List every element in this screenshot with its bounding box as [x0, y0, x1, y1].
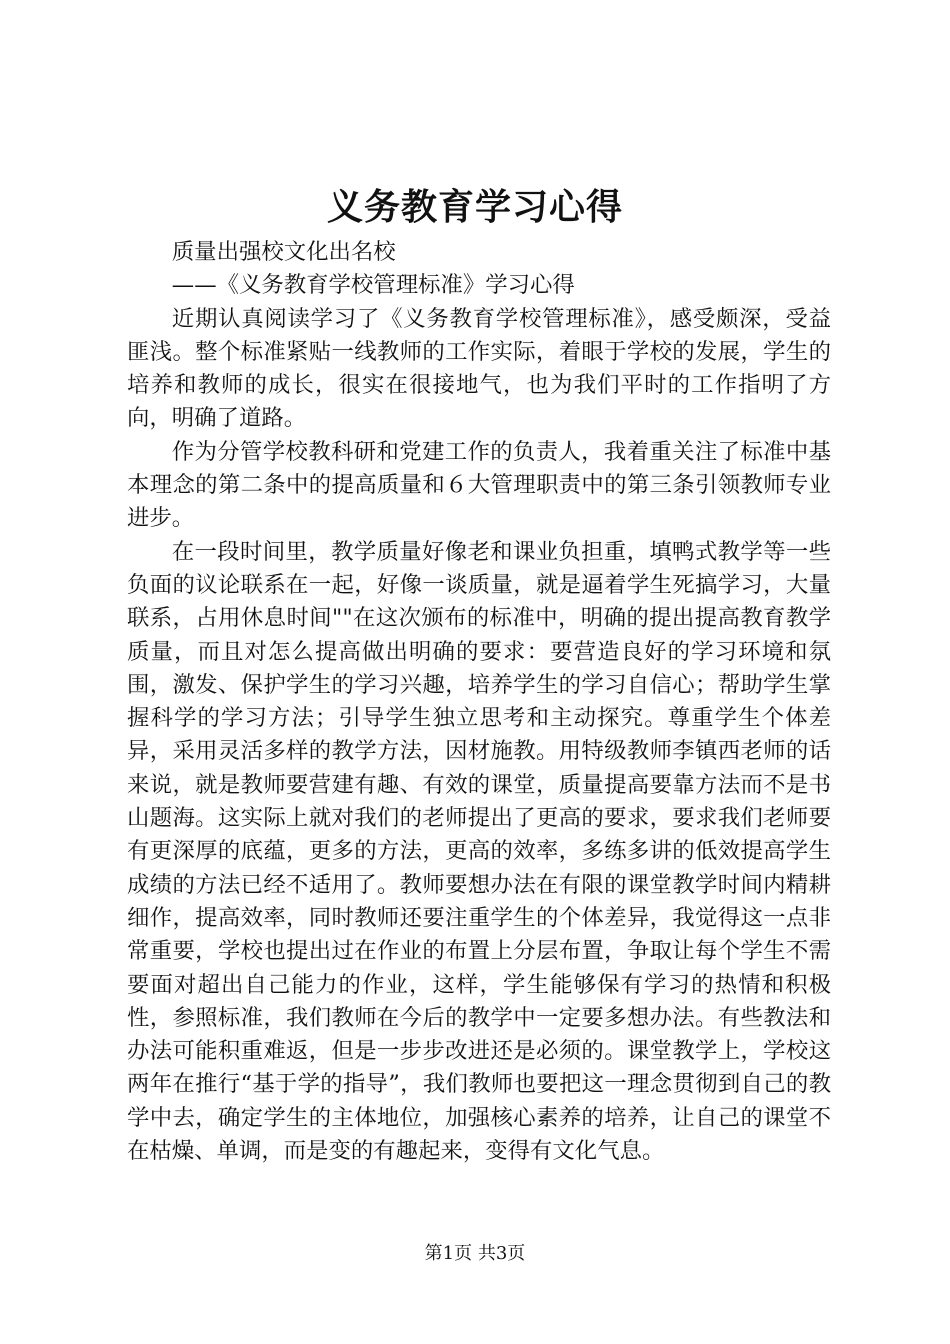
document-title: 义务教育学习心得 [326, 186, 623, 228]
body-paragraph: 近期认真阅读学习了《义务教育学校管理标准》，感受颇深，受益匪浅。整个标准紧贴一线教师的工作实际，着眼于学校的发展，学生的培养和教师的成长，很实在很接地气，也为我们平时的工作指明了方向，明确了道路。 [127, 305, 831, 432]
body-paragraph: 作为分管学校教科研和党建工作的负责人，我着重关注了标准中基本理念的第二条中的提高质量和６大管理职责中的第三条引领教师专业进步。 [127, 438, 831, 532]
document-body [127, 236, 831, 1168]
subtitle-line: 质量出强校文化出名校 [171, 239, 396, 265]
subtitle-line: ——《义务教育学校管理标准》学习心得 [171, 272, 575, 299]
page-footer: 第1页 共3页 [424, 1243, 526, 1264]
body-paragraph: 在一段时间里，教学质量好像老和课业负担重，填鸭式教学等一些负面的议论联系在一起，好像一谈质量，就是逼着学生死搞学习，大量联系，占用休息时间""在这次颁布的标准中，明确的提出提高教育教学质量，而且对怎么提高做出明确的要求：要营造良好的学习环境和氛围，激发、保护学生的学习兴趣，培养学生的学习自信心；帮助学生掌握科学的学习方法；引导学生独立思考和主动探究。尊重学生个体差异，采用灵活多样的教学方法，因材施教。用特级教师李镇西老师的话来说，就是教师要营建有趣、有效的课堂，质量提高要靠方法而不是书山题海。这实际上就对我们的老师提出了更高的要求，要求我们老师要有更深厚的底蕴，更多的方法，更高的效率，多练多讲的低效提高学生成绩的方法已经不适用了。教师要想办法在有限的课堂教学时间内精耕细作，提高效率，同时教师还要注重学生的个体差异，我觉得这一点非常重要，学校也提出过在作业的布置上分层布置，争取让每个学生不需要面对超出自己能力的作业，这样，学生能够保有学习的热情和积极性，参照标准，我们教师在今后的教学中一定要多想办法。有些教法和办法可能积重难返，但是一步步改进还是必须的。课堂教学上，学校这两年在推行“基于学的指导”，我们教师也要把这一理念贯彻到自己的教学中去，确定学生的主体地位，加强核心素养的培养，让自己的课堂不在枯燥、单调，而是变的有趣起来，变得有文化气息。 [127, 538, 831, 1165]
